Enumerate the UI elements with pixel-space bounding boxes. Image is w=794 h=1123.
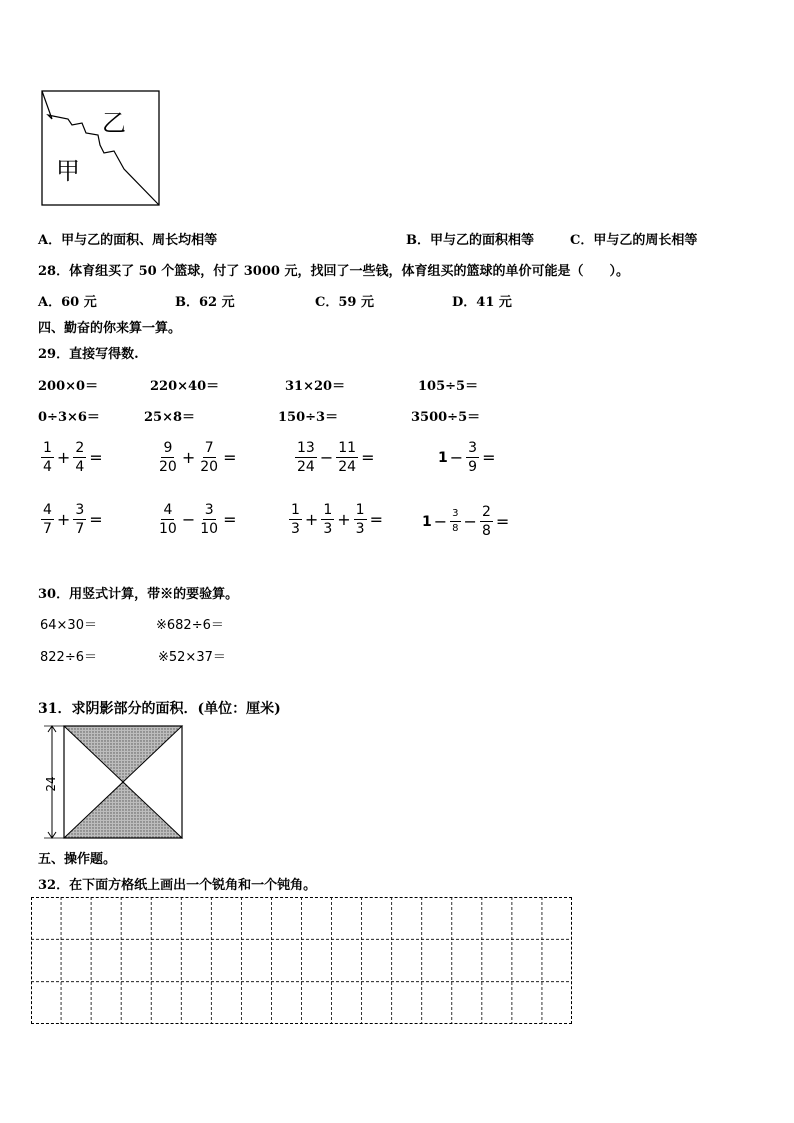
q28-option-a: A．60 元 <box>38 295 97 310</box>
q29-r4-c1: $\frac{4}{7}$ + $\frac{3}{7}$ = <box>43 502 103 537</box>
q30-item-2: ※682÷6＝ <box>156 618 224 633</box>
q29-r4-c3: $\frac{1}{3}$ + $\frac{1}{3}$ + $\frac{1}{3}$ = <box>291 502 383 537</box>
q28-option-c: C．59 元 <box>315 295 374 310</box>
shaded-square-figure <box>38 722 186 842</box>
q28-text: 28．体育组买了 50 个篮球，付了 3000 元，找回了一些钱，体育组买的篮球的单价可能是（ ）。 <box>38 264 629 279</box>
section-5-heading: 五、操作题。 <box>38 852 117 867</box>
q31-title: 31．求阴影部分的面积．(单位：厘米) <box>38 701 281 717</box>
q29-r3-c1: $\frac{1}{4}$ + $\frac{2}{4}$ = <box>43 440 103 475</box>
q29-r1-c2: 220×40＝ <box>150 379 220 394</box>
q27-option-b: B．甲与乙的面积相等 <box>406 233 534 248</box>
q29-r1-c1: 200×0＝ <box>38 379 99 394</box>
q29-r4-c2: $\frac{4}{10}$ − $\frac{3}{10}$ = <box>159 502 237 537</box>
q32-title: 32．在下面方格纸上画出一个锐角和一个钝角。 <box>38 878 317 893</box>
label-yi: 乙 <box>102 109 126 137</box>
q29-r3-c2: $\frac{9}{20}$ + $\frac{7}{20}$ = <box>159 440 237 475</box>
q29-r1-c3: 31×20＝ <box>285 379 346 394</box>
drawing-grid[interactable] <box>31 897 572 1024</box>
q30-title: 30．用竖式计算，带※的要验算。 <box>38 587 239 602</box>
q29-r2-c2: 25×8＝ <box>144 410 196 425</box>
q28-option-b: B．62 元 <box>175 295 235 310</box>
jia-yi-figure <box>40 89 162 207</box>
q27-option-a: A．甲与乙的面积、周长均相等 <box>38 233 218 248</box>
dimension-label-24: 24 <box>44 776 58 792</box>
section-4-heading: 四、勤奋的你来算一算。 <box>38 321 182 336</box>
q29-r3-c4: 1 − $\frac{3}{9}$ = <box>438 440 496 475</box>
q28-option-d: D．41 元 <box>452 295 512 310</box>
q29-r2-c1: 0÷3×6＝ <box>38 410 100 425</box>
q30-item-3: 822÷6＝ <box>40 650 97 665</box>
q30-item-1: 64×30＝ <box>40 618 97 633</box>
q29-title: 29．直接写得数. <box>38 347 139 362</box>
q29-r2-c4: 3500÷5＝ <box>411 410 481 425</box>
q27-option-c: C．甲与乙的周长相等 <box>570 233 698 248</box>
q29-r3-c3: $\frac{13}{24}$ − $\frac{11}{24}$ = <box>297 440 375 475</box>
q29-r2-c3: 150÷3＝ <box>278 410 339 425</box>
grid-lines <box>31 897 572 1024</box>
q29-r1-c4: 105÷5＝ <box>418 379 479 394</box>
q30-item-4: ※52×37＝ <box>158 650 226 665</box>
label-jia: 甲 <box>56 157 80 185</box>
q29-r4-c4: 1 − $\frac{3}{8}$ − $\frac{2}{8}$ = <box>422 504 510 539</box>
